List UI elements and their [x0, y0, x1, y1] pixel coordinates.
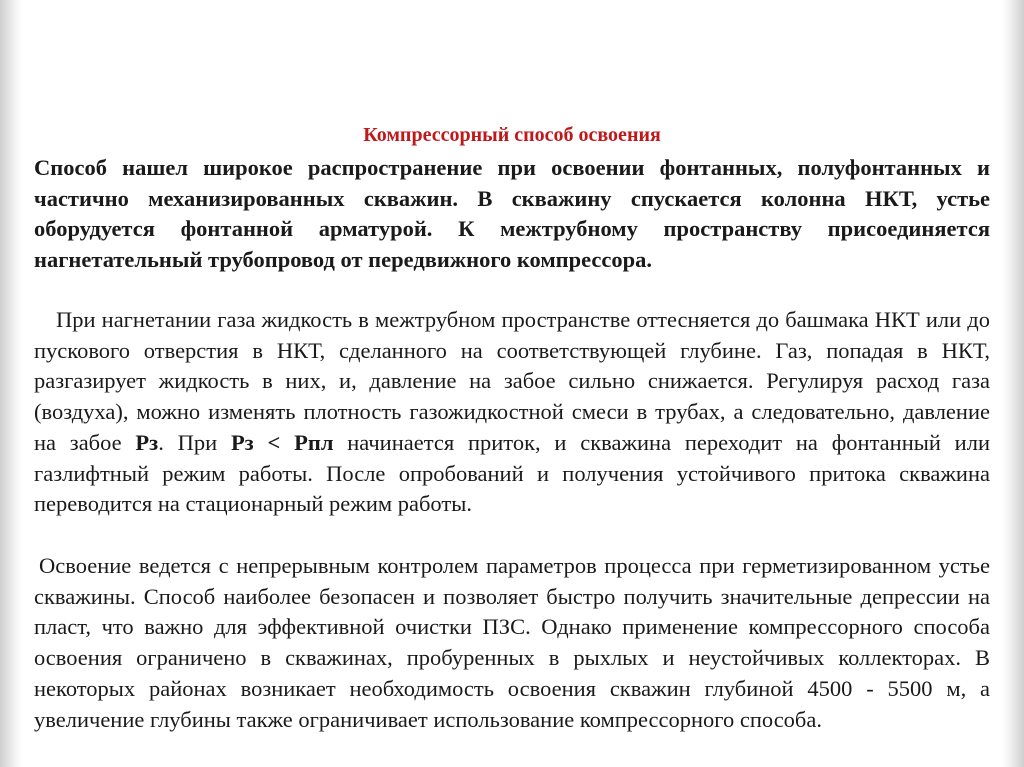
paragraph-monitoring: Освоение ведется с непрерывным контролем параметров процесса при герметизированном устье скважины. Способ наиболее безопасен и позволяет быстро получить значительные депрессии на пласт, что важно для эффективной очистки ПЗС. Однако применение компрессорного способа освоения ограничено в скважинах, пробуренных в рыхлых и неустойчивых коллекторах. В некоторых районах возникает необходимость освоения скважин глубиной 4500 - 5500 м, а увеличение глубины также ограничивает использование компрессорного способа. [34, 553, 990, 732]
paragraph-intro: Способ нашел широкое распространение при освоении фонтанных, полуфонтанных и частично механизированных скважин. В скважину спускается колонна НКТ, устье оборудуется фонтанной арматурой. К межтрубному пространству присоединяется нагнетательный трубопровод от передвижного компрессора. [34, 155, 990, 273]
less-than-sign: < [253, 429, 295, 455]
bottomhole-pressure-symbol-2: Рз [230, 429, 254, 455]
left-edge-shadow [0, 0, 22, 767]
paragraph-gas-injection-text-1: При нагнетании газа жидкость в межтрубном пространстве оттесняется до башмака НКТ или до пускового отверстия в НКТ, сделанного на соответствующей глубине. Газ, попадая в НКТ, разгазирует жидкость в них, и, давление на забое сильно снижается. Регулируя расход газа (воздуха), можно изменять плотность газожидкостной смеси в трубах, а следовательно, давление на забое [34, 307, 990, 455]
bottomhole-pressure-symbol: Рз [135, 429, 159, 455]
paragraph-gas-injection [34, 305, 990, 520]
slide-title: Компрессорный способ освоения [363, 124, 661, 146]
right-edge-shadow [1002, 0, 1024, 767]
reservoir-pressure-symbol: Рпл [294, 429, 334, 455]
paragraph-gas-injection-text-2: . При [158, 429, 231, 455]
paragraph-gas-injection-text-3: начинается приток, и скважина переходит на фонтанный или газлифтный режим работы. После опробований и получения устойчивого притока скважина переводится на стационарный режим работы. [34, 429, 990, 517]
